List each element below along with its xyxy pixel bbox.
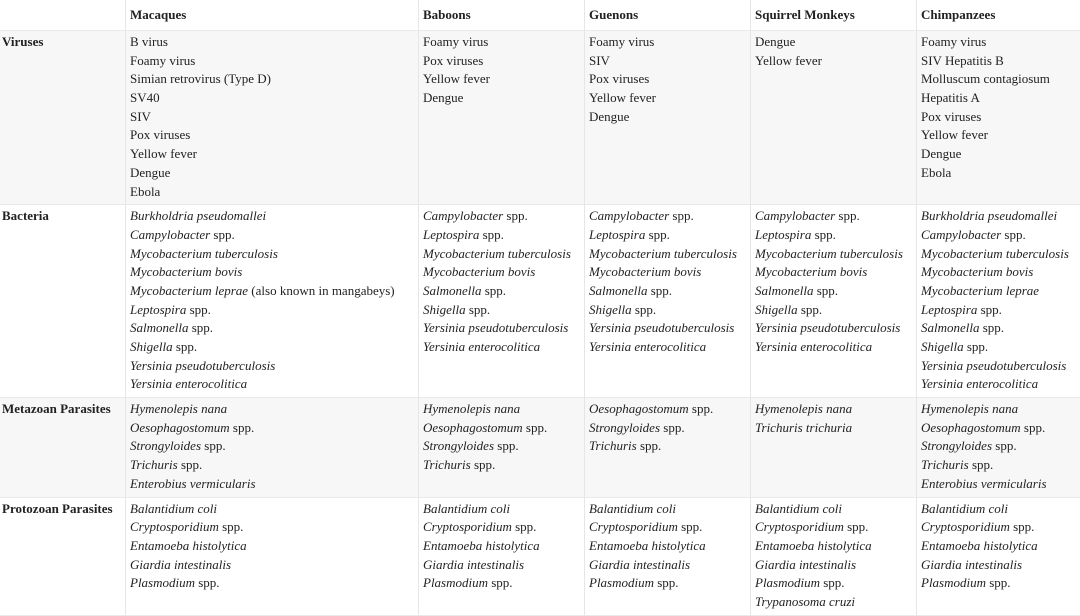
cell-entry bbox=[423, 245, 584, 264]
cell-entry bbox=[423, 207, 584, 226]
organism-name: Leptospira bbox=[589, 226, 646, 242]
organism-suffix: spp. bbox=[835, 208, 860, 224]
cell-entry bbox=[589, 500, 750, 519]
organism-suffix: spp. bbox=[522, 419, 548, 435]
cell-entry bbox=[130, 437, 418, 456]
organism-name: Yersinia pseudotuberculosis bbox=[755, 320, 901, 336]
organism-name: Trichuris bbox=[423, 457, 471, 473]
table-row-viruses bbox=[0, 30, 1080, 204]
organism-name: Giardia intestinalis bbox=[921, 556, 1022, 572]
cell-entry bbox=[921, 375, 1080, 394]
organism-suffix: spp. bbox=[797, 301, 823, 317]
cell-entry bbox=[589, 282, 750, 301]
table-cell bbox=[125, 30, 418, 204]
cell-entry bbox=[921, 282, 1080, 301]
organism-name: Shigella bbox=[921, 339, 964, 354]
cell-entry bbox=[755, 301, 916, 320]
organism-name: Hymenolepis nana bbox=[423, 401, 521, 417]
header-baboons: Baboons bbox=[418, 0, 584, 30]
cell-entry bbox=[921, 537, 1080, 556]
cell-entry bbox=[130, 245, 418, 264]
organism-name: Strongyloides bbox=[423, 438, 495, 454]
organism-name: Cryptosporidium bbox=[589, 519, 678, 535]
organism-name: Strongyloides bbox=[589, 419, 661, 435]
cell-entry bbox=[130, 456, 418, 475]
organism-name: Salmonella bbox=[423, 282, 482, 298]
cell-entry bbox=[755, 556, 916, 575]
organism-name: Cryptosporidium bbox=[423, 519, 512, 535]
organism-name: Hymenolepis nana bbox=[130, 401, 228, 417]
organism-suffix: spp. bbox=[1009, 519, 1035, 535]
organism-suffix: spp. bbox=[479, 226, 504, 242]
cell-entry bbox=[589, 207, 750, 226]
organism-name: Oesophagostomum bbox=[589, 401, 689, 417]
cell-entry bbox=[130, 207, 418, 226]
organism-name: Giardia intestinalis bbox=[130, 556, 231, 572]
organism-name: Plasmodium bbox=[130, 575, 195, 591]
cell-entry bbox=[755, 282, 916, 301]
cell-entry: Ebola bbox=[130, 183, 161, 199]
cell-entry: Dengue bbox=[921, 146, 962, 162]
organism-name: Shigella bbox=[589, 301, 632, 317]
cell-entry: Pox viruses bbox=[130, 127, 191, 143]
cell-entry bbox=[130, 282, 418, 301]
organism-suffix: spp. bbox=[229, 419, 255, 435]
organism-name: Campylobacter bbox=[921, 226, 1002, 242]
header-guenons: Guenons bbox=[584, 0, 750, 30]
cell-entry bbox=[921, 437, 1080, 456]
table-cell bbox=[418, 30, 584, 204]
cell-entry bbox=[921, 226, 1080, 245]
table-cell bbox=[418, 497, 584, 616]
organism-name: Oesophagostomum bbox=[921, 419, 1021, 435]
organism-name: Salmonella bbox=[130, 320, 189, 336]
table-cell bbox=[584, 30, 750, 204]
organism-suffix: spp. bbox=[177, 457, 203, 473]
organism-name: Giardia intestinalis bbox=[589, 556, 690, 572]
cell-entry bbox=[755, 537, 916, 556]
cell-entry bbox=[423, 400, 584, 419]
organism-suffix: spp. bbox=[218, 519, 244, 535]
organism-suffix: spp. bbox=[647, 282, 673, 298]
cell-entry bbox=[130, 357, 418, 376]
organism-suffix: spp. bbox=[188, 320, 214, 336]
organism-name: Mycobacterium tuberculosis bbox=[755, 245, 903, 261]
organism-name: Entamoeba histolytica bbox=[755, 537, 872, 553]
organism-suffix: spp. bbox=[210, 226, 235, 242]
organism-name: Cryptosporidium bbox=[755, 519, 844, 535]
cell-entry bbox=[130, 574, 418, 593]
table-cell bbox=[750, 30, 916, 204]
cell-entry bbox=[130, 338, 418, 357]
organism-name: Burkholdria pseudomallei bbox=[921, 208, 1058, 224]
cell-entry bbox=[921, 556, 1080, 575]
row-label: Metazoan Parasites bbox=[0, 397, 125, 496]
organism-name: Campylobacter bbox=[589, 208, 670, 224]
organism-suffix: spp. bbox=[481, 282, 507, 298]
cell-entry: Foamy virus bbox=[130, 52, 196, 68]
organism-suffix: spp. bbox=[465, 301, 491, 317]
organism-name: Shigella bbox=[423, 301, 466, 317]
table-cell bbox=[418, 397, 584, 496]
header-corner bbox=[0, 0, 125, 30]
table-header bbox=[0, 0, 1080, 30]
organism-name: Entamoeba histolytica bbox=[921, 537, 1038, 553]
table-row-bacteria bbox=[0, 204, 1080, 397]
organism-suffix: spp. bbox=[963, 339, 989, 354]
organism-name: Yersinia pseudotuberculosis bbox=[423, 320, 569, 336]
cell-entry bbox=[423, 500, 584, 519]
organism-name: Plasmodium bbox=[921, 575, 986, 591]
cell-entry: Foamy virus bbox=[423, 34, 489, 49]
cell-entry bbox=[921, 419, 1080, 438]
table-cell bbox=[916, 397, 1080, 496]
cell-entry bbox=[921, 400, 1080, 419]
organism-suffix: spp. bbox=[172, 339, 198, 354]
cell-entry bbox=[589, 338, 750, 357]
table-cell bbox=[125, 204, 418, 397]
cell-entry: Ebola bbox=[921, 164, 952, 180]
organism-name: Campylobacter bbox=[130, 226, 211, 242]
organism-name: Giardia intestinalis bbox=[755, 556, 856, 572]
cell-entry bbox=[921, 338, 1080, 357]
table-cell bbox=[584, 204, 750, 397]
organism-name: Mycobacterium bovis bbox=[755, 264, 868, 280]
cell-entry bbox=[423, 319, 584, 338]
organism-name: Entamoeba histolytica bbox=[589, 537, 706, 553]
cell-entry bbox=[423, 456, 584, 475]
cell-entry: SIV bbox=[130, 108, 151, 124]
table-cell bbox=[750, 204, 916, 397]
organism-name: Oesophagostomum bbox=[130, 419, 230, 435]
cell-entry bbox=[589, 319, 750, 338]
organism-name: Mycobacterium bovis bbox=[130, 264, 243, 280]
organism-suffix: spp. bbox=[494, 438, 519, 454]
organism-name: Oesophagostomum bbox=[423, 419, 523, 435]
cell-entry bbox=[755, 593, 916, 612]
organism-name: Balantidium coli bbox=[130, 500, 218, 516]
organism-suffix: spp. bbox=[979, 320, 1005, 336]
cell-entry bbox=[589, 301, 750, 320]
cell-entry bbox=[130, 518, 418, 537]
organism-name: Strongyloides bbox=[130, 438, 202, 454]
cell-entry bbox=[589, 437, 750, 456]
cell-entry: Dengue bbox=[589, 108, 630, 124]
table-row-metazoan-parasites bbox=[0, 397, 1080, 496]
cell-entry: Yellow fever bbox=[130, 146, 197, 162]
organism-suffix: spp. bbox=[186, 301, 211, 317]
row-label: Viruses bbox=[0, 30, 125, 204]
cell-entry bbox=[589, 556, 750, 575]
cell-entry bbox=[423, 556, 584, 575]
organism-name: Trichuris trichuria bbox=[755, 419, 853, 435]
organism-suffix: spp. bbox=[201, 438, 226, 454]
cell-entry: Pox viruses bbox=[423, 52, 484, 68]
cell-entry bbox=[755, 245, 916, 264]
cell-entry bbox=[589, 245, 750, 264]
organism-name: Mycobacterium tuberculosis bbox=[130, 245, 278, 261]
organism-name: Yersinia pseudotuberculosis bbox=[130, 357, 276, 373]
cell-entry: Yellow fever bbox=[423, 71, 490, 87]
cell-entry bbox=[423, 263, 584, 282]
table-cell bbox=[125, 397, 418, 496]
cell-entry bbox=[423, 537, 584, 556]
cell-entry bbox=[130, 419, 418, 438]
organism-name: Yersinia pseudotuberculosis bbox=[921, 357, 1067, 373]
organism-suffix: spp. bbox=[660, 419, 685, 435]
organism-suffix: spp. bbox=[843, 519, 869, 535]
organism-name: Yersinia enterocolitica bbox=[589, 339, 707, 354]
cell-entry: Simian retrovirus (Type D) bbox=[130, 71, 271, 87]
organism-name: Giardia intestinalis bbox=[423, 556, 524, 572]
row-label: Bacteria bbox=[0, 204, 125, 397]
organism-name: Plasmodium bbox=[755, 575, 820, 591]
table-cell bbox=[916, 497, 1080, 616]
organism-name: Mycobacterium tuberculosis bbox=[921, 245, 1069, 261]
organism-suffix: spp. bbox=[1020, 419, 1046, 435]
organism-name: Leptospira bbox=[755, 226, 812, 242]
table-row-protozoan-parasites bbox=[0, 497, 1080, 616]
organism-name: Yersinia enterocolitica bbox=[423, 339, 541, 354]
organism-name: Trichuris bbox=[130, 457, 178, 473]
organism-suffix: spp. bbox=[631, 301, 657, 317]
cell-entry bbox=[423, 518, 584, 537]
cell-entry bbox=[423, 301, 584, 320]
cell-entry: Dengue bbox=[130, 164, 171, 180]
organism-name: Leptospira bbox=[921, 301, 978, 317]
organism-name: Plasmodium bbox=[423, 575, 488, 591]
cell-entry: Yellow fever bbox=[921, 127, 988, 143]
cell-entry bbox=[423, 419, 584, 438]
cell-entry: SIV Hepatitis B bbox=[921, 52, 1004, 68]
organism-name: Shigella bbox=[755, 301, 798, 317]
cell-entry bbox=[589, 400, 750, 419]
organism-name: Leptospira bbox=[423, 226, 480, 242]
cell-entry bbox=[130, 537, 418, 556]
cell-entry bbox=[423, 226, 584, 245]
organism-suffix: spp. bbox=[811, 226, 836, 242]
organism-name: Balantidium coli bbox=[423, 500, 511, 516]
cell-entry bbox=[423, 282, 584, 301]
organism-name: Yersinia enterocolitica bbox=[755, 339, 873, 354]
organism-name: Trypanosoma cruzi bbox=[755, 593, 856, 609]
organism-name: Enterobius vermicularis bbox=[130, 475, 256, 491]
table-cell bbox=[916, 204, 1080, 397]
cell-entry bbox=[130, 301, 418, 320]
cell-entry bbox=[589, 419, 750, 438]
cell-entry bbox=[921, 475, 1080, 494]
organism-name: Enterobius vermicularis bbox=[921, 475, 1047, 491]
organism-name: Salmonella bbox=[921, 320, 980, 336]
organism-suffix: spp. bbox=[977, 301, 1002, 317]
cell-entry bbox=[589, 226, 750, 245]
cell-entry: Dengue bbox=[423, 90, 464, 106]
cell-entry bbox=[755, 400, 916, 419]
organism-name: Entamoeba histolytica bbox=[423, 537, 540, 553]
cell-entry bbox=[423, 338, 584, 357]
organism-name: Cryptosporidium bbox=[130, 519, 219, 535]
organism-name: Campylobacter bbox=[423, 208, 504, 224]
table-cell bbox=[916, 30, 1080, 204]
cell-entry bbox=[921, 319, 1080, 338]
header-chimpanzees: Chimpanzees bbox=[916, 0, 1080, 30]
cell-entry bbox=[755, 419, 916, 438]
cell-entry bbox=[589, 263, 750, 282]
cell-entry bbox=[921, 207, 1080, 226]
organism-suffix: spp. bbox=[654, 575, 679, 591]
organism-name: Balantidium coli bbox=[755, 500, 843, 516]
cell-entry bbox=[755, 226, 916, 245]
organism-name: Salmonella bbox=[589, 282, 648, 298]
cell-entry bbox=[921, 500, 1080, 519]
cell-entry bbox=[130, 319, 418, 338]
organism-name: Mycobacterium tuberculosis bbox=[423, 245, 571, 261]
table-cell bbox=[584, 397, 750, 496]
organism-suffix: spp. bbox=[511, 519, 537, 535]
cell-entry: Pox viruses bbox=[921, 108, 982, 124]
organism-suffix: spp. bbox=[503, 208, 528, 224]
organism-suffix: spp. bbox=[813, 282, 839, 298]
cell-entry: Molluscum contagiosum bbox=[921, 71, 1050, 87]
cell-entry bbox=[589, 518, 750, 537]
organism-name: Burkholdria pseudomallei bbox=[130, 208, 267, 224]
organism-name: Strongyloides bbox=[921, 438, 993, 454]
organism-name: Mycobacterium bovis bbox=[921, 264, 1034, 280]
organism-suffix: spp. bbox=[992, 438, 1017, 454]
cell-entry: SV40 bbox=[130, 90, 160, 106]
cell-entry bbox=[755, 319, 916, 338]
organism-suffix: spp. bbox=[688, 401, 714, 417]
cell-entry bbox=[921, 357, 1080, 376]
organism-suffix: spp. bbox=[470, 457, 496, 473]
organism-suffix: spp. bbox=[645, 226, 670, 242]
organism-suffix: (also known in mangabeys) bbox=[248, 282, 395, 298]
organism-name: Mycobacterium bovis bbox=[423, 264, 536, 280]
organism-name: Salmonella bbox=[755, 282, 814, 298]
organism-name: Mycobacterium leprae bbox=[921, 282, 1040, 298]
table-cell bbox=[584, 497, 750, 616]
organism-name: Yersinia pseudotuberculosis bbox=[589, 320, 735, 336]
cell-entry bbox=[130, 500, 418, 519]
organism-name: Trichuris bbox=[589, 438, 637, 454]
table-cell bbox=[750, 497, 916, 616]
organism-name: Yersinia enterocolitica bbox=[130, 376, 248, 392]
table-cell bbox=[750, 397, 916, 496]
cell-entry bbox=[130, 263, 418, 282]
organism-name: Trichuris bbox=[921, 457, 969, 473]
cell-entry bbox=[921, 518, 1080, 537]
cell-entry bbox=[921, 301, 1080, 320]
cell-entry bbox=[130, 375, 418, 394]
cell-entry: Yellow fever bbox=[589, 90, 656, 106]
table-cell bbox=[125, 497, 418, 616]
organism-name: Mycobacterium bovis bbox=[589, 264, 702, 280]
header-row bbox=[0, 0, 1080, 30]
header-macaques: Macaques bbox=[125, 0, 418, 30]
organism-suffix: spp. bbox=[195, 575, 220, 591]
organism-suffix: spp. bbox=[986, 575, 1011, 591]
organism-suffix: spp. bbox=[669, 208, 694, 224]
cell-entry: Foamy virus bbox=[589, 34, 655, 49]
organism-name: Hymenolepis nana bbox=[755, 401, 853, 417]
organism-suffix: spp. bbox=[820, 575, 845, 591]
cell-entry bbox=[130, 475, 418, 494]
cell-entry bbox=[423, 437, 584, 456]
organism-name: Balantidium coli bbox=[589, 500, 677, 516]
cell-entry: Foamy virus bbox=[921, 34, 987, 49]
organism-name: Leptospira bbox=[130, 301, 187, 317]
organism-suffix: spp. bbox=[636, 438, 662, 454]
cell-entry bbox=[921, 263, 1080, 282]
organism-name: Campylobacter bbox=[755, 208, 836, 224]
cell-entry bbox=[130, 226, 418, 245]
header-squirrel-monkeys: Squirrel Monkeys bbox=[750, 0, 916, 30]
cell-entry: Hepatitis A bbox=[921, 90, 980, 106]
cell-entry: SIV bbox=[589, 52, 610, 68]
cell-entry: Pox viruses bbox=[589, 71, 650, 87]
cell-entry: Yellow fever bbox=[755, 52, 822, 68]
row-label: Protozoan Parasites bbox=[0, 497, 125, 616]
cell-entry bbox=[755, 263, 916, 282]
cell-entry bbox=[921, 456, 1080, 475]
cell-entry bbox=[130, 556, 418, 575]
cell-entry: Dengue bbox=[755, 34, 796, 49]
cell-entry bbox=[755, 574, 916, 593]
organism-name: Entamoeba histolytica bbox=[130, 537, 247, 553]
cell-entry bbox=[921, 574, 1080, 593]
organism-name: Yersinia enterocolitica bbox=[921, 376, 1039, 392]
cell-entry bbox=[755, 338, 916, 357]
organism-name: Cryptosporidium bbox=[921, 519, 1010, 535]
table-cell bbox=[418, 204, 584, 397]
cell-entry bbox=[921, 245, 1080, 264]
organism-name: Hymenolepis nana bbox=[921, 401, 1019, 417]
cell-entry bbox=[755, 500, 916, 519]
cell-entry: B virus bbox=[130, 34, 168, 49]
organism-name: Balantidium coli bbox=[921, 500, 1009, 516]
organism-suffix: spp. bbox=[677, 519, 703, 535]
cell-entry bbox=[755, 207, 916, 226]
organism-suffix: spp. bbox=[1001, 226, 1026, 242]
cell-entry bbox=[755, 518, 916, 537]
organism-name: Shigella bbox=[130, 339, 173, 354]
organism-name: Plasmodium bbox=[589, 575, 654, 591]
organism-name: Mycobacterium tuberculosis bbox=[589, 245, 737, 261]
organism-suffix: spp. bbox=[488, 575, 513, 591]
cell-entry bbox=[130, 400, 418, 419]
cell-entry bbox=[589, 537, 750, 556]
cell-entry bbox=[423, 574, 584, 593]
table-body bbox=[0, 30, 1080, 616]
cell-entry bbox=[589, 574, 750, 593]
organism-name: Mycobacterium leprae bbox=[130, 282, 249, 298]
organism-suffix: spp. bbox=[968, 457, 994, 473]
